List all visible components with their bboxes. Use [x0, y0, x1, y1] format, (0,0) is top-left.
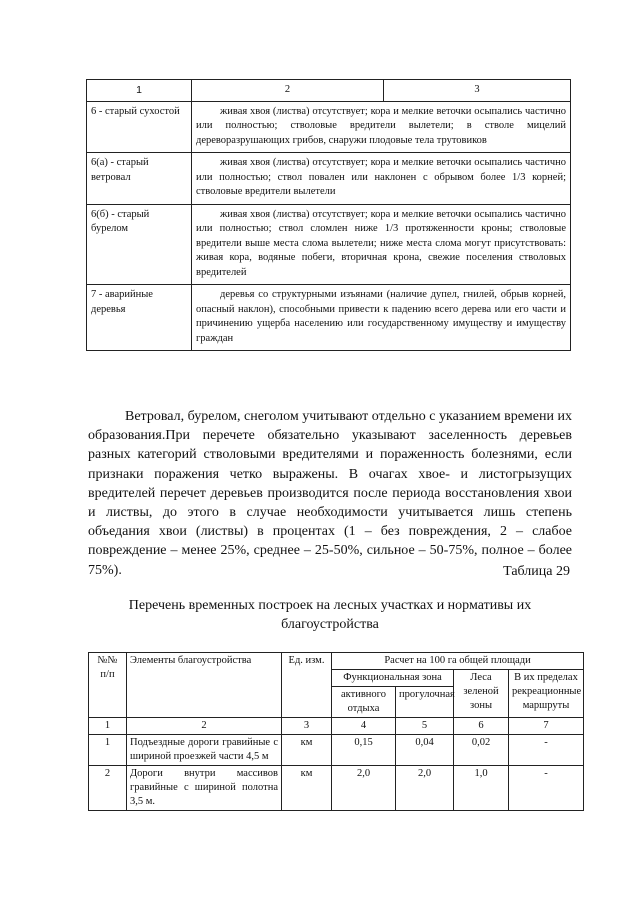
description-cell: деревья со структурными изъянами (наличие дупел, гнилей, обрыв корней, опасный наклон), способными привести к падению всего дерева или его части и причинению ущерба населению или государственному имуществу и имуществу граждан	[192, 285, 571, 351]
element-name: Подъездные дороги гравийные с шириной проезжей части 4,5 м	[127, 735, 282, 766]
green-zone-value: 1,0	[454, 766, 509, 811]
header-number: №№ п/п	[89, 653, 127, 718]
table-row	[87, 101, 571, 153]
recreation-route-value: -	[509, 735, 584, 766]
forest-condition-table	[86, 79, 571, 351]
column-number: 6	[454, 718, 509, 735]
description-cell: живая хвоя (листва) отсутствует; кора и мелкие веточки осыпались частично или полностью; стволовые вредители вылетели; в стволе мицелий дереворазрушающих грибов, снаружи плодовые тела трутовиков	[192, 101, 571, 153]
table-row	[89, 766, 584, 811]
column-number: 7	[509, 718, 584, 735]
header-unit: Ед. изм.	[282, 653, 332, 718]
table-header-row	[89, 653, 584, 670]
header-green-zone: Леса зеленой зоны	[454, 670, 509, 718]
active-rest-value: 0,15	[332, 735, 396, 766]
category-cell: 7 - аварийные деревья	[87, 285, 192, 351]
category-cell: 6 - старый сухостой	[87, 101, 192, 153]
row-number: 1	[89, 735, 127, 766]
column-number: 2	[127, 718, 282, 735]
row-number: 2	[89, 766, 127, 811]
element-name: Дороги внутри массивов гравийные с шириной полотна 3,5 м.	[127, 766, 282, 811]
column-number: 3	[282, 718, 332, 735]
table-row	[87, 204, 571, 285]
recreation-route-value: -	[509, 766, 584, 811]
column-header: 3	[384, 80, 571, 102]
walking-value: 2,0	[396, 766, 454, 811]
column-header: 2	[192, 80, 384, 102]
category-cell: 6(б) - старый бурелом	[87, 204, 192, 285]
unit: км	[282, 766, 332, 811]
column-header: 1	[87, 80, 192, 102]
table-title: Перечень временных построек на лесных участках и нормативы их благоустройства	[128, 598, 532, 632]
walking-value: 0,04	[396, 735, 454, 766]
column-number: 4	[332, 718, 396, 735]
header-active-rest: активного отдыха	[332, 687, 396, 718]
green-zone-value: 0,02	[454, 735, 509, 766]
table-row	[87, 285, 571, 351]
column-number-row	[89, 718, 584, 735]
column-number: 5	[396, 718, 454, 735]
table-header-row	[87, 80, 571, 102]
description-cell: живая хвоя (листва) отсутствует; кора и мелкие веточки осыпались частично или полностью; ствол сломлен ниже 1/3 протяженности кроны; стволовые вредители выше места слома вылетели; ниже места слома могут присутствовать: живая кора, водяные побеги, вторичная крона, свежие поселения стволовых вредителей	[192, 204, 571, 285]
description-cell: живая хвоя (листва) отсутствует; кора и мелкие веточки осыпались частично или полностью; ствол повален или наклонен с обрывом более 1/3 корней; стволовые вредители вылетели	[192, 153, 571, 205]
header-walking: прогулочная	[396, 687, 454, 718]
header-elements: Элементы благоустройства	[127, 653, 282, 718]
temporary-buildings-table	[88, 652, 584, 811]
header-functional-zone: Функциональная зона	[332, 670, 454, 687]
column-number: 1	[89, 718, 127, 735]
table-row	[89, 735, 584, 766]
header-calculation: Расчет на 100 га общей площади	[332, 653, 584, 670]
body-paragraph: Ветровал, бурелом, снеголом учитывают отдельно с указанием времени их образования.При перечете обязательно указывают заселенность деревьев разных категорий стволовыми вредителями и пораженность болезнями, если признаки поражения четко выражены. В очагах хвое- и листогрызущих вредителей перечет деревьев производится после периода восстановления хвои и листвы, до этого в случае необходимости учитывается лишь степень объедания хвои (листвы) в процентах (1 – без повреждения, 2 – слабое повреждение – менее 25%, среднее – 25-50%, сильное – 50-75%, полное – более 75%).	[88, 409, 572, 578]
active-rest-value: 2,0	[332, 766, 396, 811]
table-label: Таблица 29	[503, 564, 570, 579]
category-cell: 6(а) - старый ветровал	[87, 153, 192, 205]
table-row	[87, 153, 571, 205]
header-recreation-routes: В их пределах рекреационные маршруты	[509, 670, 584, 718]
unit: км	[282, 735, 332, 766]
